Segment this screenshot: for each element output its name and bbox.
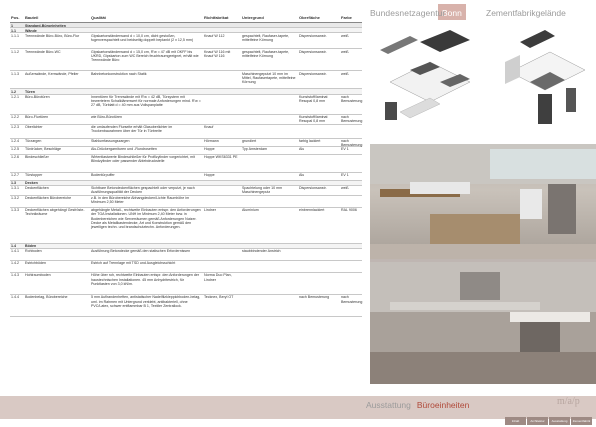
cell-oberflaeche: farbig lackiert [299,139,321,144]
cell-richtfabrikat: Norma Duo Plan, Lindner [204,273,232,282]
table-row [10,125,362,139]
cell-bauteil: Wände [25,28,37,33]
table-row [10,33,362,49]
cell-untergrund: staubbindender Anstrich [242,249,281,254]
cell-untergrund: Aluminium [242,208,259,213]
cell-oberflaeche: Dispersionsanstr. [299,186,327,191]
cell-richtfabrikat: Hörmann [204,139,219,144]
footer-section-link[interactable]: Ausstattung [366,400,411,410]
cell-farbe: weiß [341,71,349,76]
cell-qualitaet: wie Büro-Bürotüren [91,115,122,120]
table-row [10,49,362,71]
cell-bauteil: Türzargen [25,139,42,144]
workstation-plan-drawing [380,30,470,120]
footer-tab[interactable]: Ausstattung [549,417,570,425]
cell-bauteil: Außenwände, Kernwände, Pfeiler [25,71,79,76]
office-photo-bottom [370,262,596,384]
cell-pos: 1.4.1 [11,249,19,254]
cell-richtfabrikat: Knauf W 116 mit Knauf W 116 [204,49,231,59]
cell-bauteil: Türdrücker, Beschläge [25,147,61,152]
cell-qualitaet: Bodentürpuffer [91,173,115,178]
cell-pos: 1.1.1 [11,33,19,38]
footer-tab[interactable]: Architektur [527,417,548,425]
cell-pos: 1.2.7 [11,173,19,178]
cell-pos: 1.1.3 [11,71,19,76]
cell-richtfabrikat: Knauf W 112 [204,33,225,38]
cell-qualitaet: Gipskartonständerwand d = 15,0 cm, R'w = 47 dB mit OKFF bis UKRD, Gipskarton zum WC Bereich feuchtraumgeeignet, erhält wie Trennwände Büro [91,49,199,63]
cell-farbe: nach Bemusterung [341,115,363,124]
cell-bauteil: Böden [25,244,37,249]
col-oberflaeche: Oberfläche [299,15,320,20]
cell-qualitaet: Estrich auf Trennlage mit TSD und Ausgleichsschicht [91,261,176,266]
cell-bauteil: Trennwände Büro-Büro, Büro-Flur [25,33,80,38]
cell-oberflaeche: Alu [299,173,305,178]
cell-bauteil: Decken [25,181,38,186]
cell-bauteil: Trennwände Büro-WC [25,49,61,54]
cell-bauteil: Deckenflächen abgehängt Gesfröste- Technikräume [25,208,85,217]
cell-pos: 1.3 [11,181,16,186]
cell-richtfabrikat: Lindner [204,208,216,213]
header-active-label: Bonn [442,8,462,18]
cell-bauteil: Deckenflächen [25,186,49,191]
cell-pos: 1.4.3 [11,273,19,278]
table-header [10,14,362,23]
table-row [10,139,362,147]
cell-bauteil: Büro-Bürotüren [25,95,50,100]
cell-oberflaeche: Alu [299,147,305,152]
cell-pos: 1.2.1 [11,95,19,100]
cell-farbe: weiß [341,49,349,54]
drawing-panel [370,22,596,144]
cell-farbe: nach Bemusterung [341,95,363,104]
cell-pos: 1.1 [11,28,16,33]
cell-pos: 1.3.1 [11,186,19,191]
footer-tab[interactable]: Inhalt [505,417,526,425]
cell-oberflaeche: Dispersionsanstr. [299,71,327,76]
cell-qualitaet: 5 mm Auflrandenheften, antistatischer Nadelfilzkleppichboden-belag, uml. im Rahmen mit Untergrund verklebt, antibakteriell, ohne PVC/Latex, schwer entflammbar B 1, Textiler Zentrallock. [91,295,201,308]
col-qualitaet: Qualität [91,15,106,20]
footer-nav [366,400,469,410]
cell-richtfabrikat: Hoppe [204,173,215,178]
office-photo-bottom-art [370,262,596,384]
cell-bauteil: Deckenflächen Bürobereiche [25,196,72,201]
cell-bauteil: Bindeschließer [25,155,49,160]
cell-qualitaet: Ausführung Betondecke gemäß den statischen Erfordernissen [91,249,191,254]
cell-qualitaet: Stahlumfassungszargen [91,139,130,144]
cell-richtfabrikat: Tecknex, Beryl OT [204,295,234,300]
cell-pos: 1.4 [11,244,16,249]
footer-tabs [505,409,596,423]
cell-richtfabrikat: Hoppe WKS6331 PE [204,155,238,160]
cell-farbe: nach Bemusterung [341,295,363,304]
cell-bauteil: Rohboden [25,249,42,254]
cell-qualitaet: Innentüren für Trennwände mit R'w = 42 dB, Türsystem mit bewertetem Schalldämmwert für normale Anforderungen mind. R'w = 27 dB, Türblatt d = 40 mm aus Vollspanplatte [91,95,201,108]
cell-pos: 1.2.2 [11,115,19,120]
office-photo-top [370,144,596,259]
cell-qualitaet: Wirtentlastwerte Bindeschließer für Profilzylinder vorgerichtet, mit Blindzylinder oder passender Ablebdruckstelle [91,155,195,164]
cell-untergrund: Spachtelung oder 10 mm Maschinengeputz [242,186,283,195]
cell-qualitaet: Höhe über roh, rechtweite Einbauten entspr. den Anforderungen der haustechnischen Installationen. 45 mm Anhydritestrich, für Punktlasten von 3,0 kN/m. [91,273,200,286]
isometric-drawings [370,22,596,144]
cell-pos: 1.4.2 [11,261,19,266]
table-row [10,295,362,317]
footer-active-link[interactable]: Büroeinheiten [416,400,470,410]
cell-pos: 1.3.3 [11,208,19,213]
cell-bauteil: Türen [25,89,35,94]
cell-richtfabrikat: Knauf [204,125,214,130]
cell-qualitaet: Gipskartonständerwand d = 10,0 cm, dicht gestoßen, fugenverspachtelt und beidseitig doppelt beplankt (2 x 12,5 mm) [91,33,194,43]
cell-pos: 1.1.2 [11,49,19,54]
cell-farbe: EV 1 [341,173,349,178]
cell-qualitaet: Sichtbare Betondeckenflächen gespachtelt oder verputzt, je nach Ausführungsqualität der Decken [91,186,195,195]
table-row [10,208,362,244]
photo-panel [370,144,596,384]
col-untergrund: Untergrund [242,15,264,20]
cell-qualitaet: die umlaufenden Flurseite erhält Glasoberlichter im Trockenbaurahmen über der Tür in Türbreite [91,125,173,134]
cell-farbe: weiß [341,186,349,191]
cell-qualitaet: Bahnbetonkonstruktion nach Statik [91,71,147,76]
cell-pos: 1.2 [11,89,16,94]
cell-bauteil: Türstopper [25,173,43,178]
cell-bauteil: Standard-Büroeinheiten [25,23,66,28]
cell-oberflaeche: Dispersionsanstr. [299,33,327,38]
cell-untergrund: Typ Amsterdam [242,147,267,152]
cell-qualitaet: z.B. in den Bürobereiche Abhangdecken/Lichte Raumhöhe im Minimum 2,50 Meter [91,196,190,205]
table-row [10,261,362,273]
col-bauteil: Bauteil [25,15,39,20]
table-row [10,71,362,89]
cell-qualitaet: abgehängte Metall-, rechtweite Einbauten entspr. den Anforderungen der TGA Installationen. UNH im Minimum 2,40 Meter bzw. in Bodenbereichen wie Serverräumen gemäß Anforderungen Nutzer. Decke als Metallkastendecke, Art und Konstruktion gemäß den jeweiligen techn. und brandschutztechn. Anforderungen. [91,208,201,230]
cell-farbe: nach Bemusterung [341,139,363,148]
table-row [10,249,362,261]
col-farbe: Farbe [341,15,352,20]
cell-pos: 1.3.2 [11,196,19,201]
cell-pos: 1.2.4 [11,139,19,144]
cell-bauteil: Bodenbelag, Bürobereiche [25,295,68,300]
cell-pos: 1.4.4 [11,295,19,300]
cell-pos: 1.2.6 [11,155,19,160]
col-pos: Pos. [11,15,20,20]
table-row [10,273,362,295]
map-logo: m/a/p [557,396,580,407]
table-row [10,186,362,196]
cell-oberflaeche: Kunststoff/laminat Resopal 0,8 mm [299,95,328,104]
cell-bauteil: Hohlraumboden [25,273,51,278]
cell-oberflaeche: nach Bemusterung [299,295,330,300]
table-row [10,173,362,181]
cell-farbe: weiß [341,33,349,38]
cell-farbe: EV 1 [341,147,349,152]
cell-pos: 1 [11,23,13,28]
specification-table [10,14,362,317]
cell-bauteil: Büro-Flurtüren [25,115,49,120]
office-photo-top-art [370,144,596,259]
col-richtfabrikat: Richtfabrikat [204,15,229,20]
cell-bauteil: Estrichböden [25,261,46,266]
table-row [10,196,362,208]
cell-farbe: RAL 9006 [341,208,357,213]
footer-tab[interactable]: Zementfabrik [572,419,591,423]
cell-bauteil: Oberlichter [25,125,43,130]
cell-oberflaeche: Kunststoff/laminat Resopal 0,8 mm [299,115,328,124]
table-row [10,115,362,125]
cell-oberflaeche: einbrennlackiert [299,208,325,213]
header-right-title[interactable]: Zementfabrikgelände [486,8,566,18]
cell-pos: 1.2.3 [11,125,19,130]
cell-oberflaeche: Dispersionsanstr. [299,49,327,54]
cell-qualitaet: Alu-Drückergarnituren und -Rundrosetten [91,147,157,152]
cell-untergrund: gespachtelt, Raufaser-tapete, mittelfeine Körnung [242,33,290,43]
desk-corner-drawing [505,30,585,124]
cell-untergrund: gespachtelt, Raufaser-tapete, mittelfeine Körnung [242,49,290,59]
table-row [10,95,362,115]
table-row [10,155,362,173]
header-left-title: Bundesnetzagentur [370,8,446,18]
cell-pos: 1.2.5 [11,147,19,152]
cell-untergrund: grundiert [242,139,257,144]
cell-richtfabrikat: Hoppe [204,147,215,152]
table-row [10,147,362,155]
cell-untergrund: Maschinengeputzt 10 mm im Mittel, Raufasertapete, mittelfeine Körnung [242,71,296,85]
